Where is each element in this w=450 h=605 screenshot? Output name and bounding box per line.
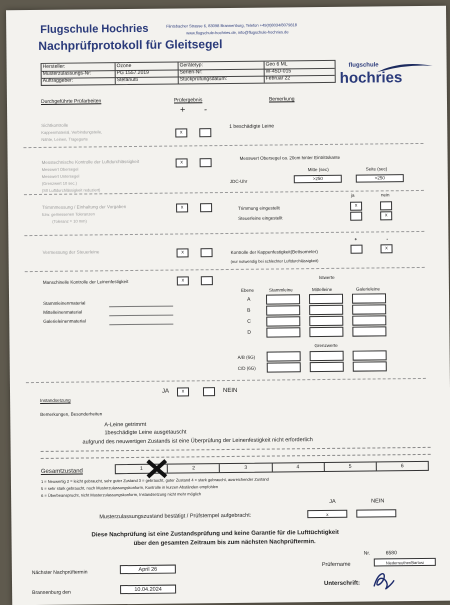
web-contact: www.flugschule-hochries.de, info@flugschule-hochries.de <box>186 29 289 36</box>
s5-limit-cell[interactable] <box>310 351 344 361</box>
s2-center-value[interactable]: >250 <box>294 175 342 184</box>
page-title: Nachprüfprotokoll für Gleitsegel <box>38 37 223 53</box>
signature-icon <box>368 568 398 592</box>
s5-col-stammleine: Stammleine <box>268 287 293 293</box>
condition-box-5[interactable]: 5 <box>324 462 376 471</box>
info-label-serien-nr: Serien-Nr: <box>179 69 203 76</box>
conformity-ja-box[interactable]: x <box>307 510 347 518</box>
s5-material-2: Mittelleinenmaterial <box>43 309 82 315</box>
remarks-line-3: aufgrund des neuwertigen Zustands ist eine Überprüfung der Leinenfestigkeit nicht erforderlich <box>82 437 313 446</box>
s3-title: Trimmmessung / Einhaltung der Vorgaben <box>42 204 127 210</box>
s1-minus-checkbox[interactable] <box>199 128 211 137</box>
info-label-auftraggeber: Auftraggeber: <box>42 77 74 84</box>
s2-measure-note: Messwert Obersegel ca. 20cm hinter Eintrittskante <box>239 154 341 161</box>
info-label-stueckpruefung: Stückprüfungsdatum: <box>179 75 228 83</box>
s5-material-line-3 <box>109 324 173 326</box>
condition-legend-1: 1 = Neuwertig 2 = leicht gebraucht, sehr guter Zustand 3 = gebraucht, guter Zustand 4 = stark gebraucht, ausreichender Zustand <box>40 476 269 484</box>
s5-material-line-2 <box>109 315 173 317</box>
s3-minus-checkbox[interactable] <box>200 203 212 212</box>
s2-side-value[interactable]: >250 <box>356 174 404 183</box>
disclaimer-line-1: Diese Nachprüfung ist eine Zustandsprüfung und keine Garantie für die Lufttüchtigkeit <box>91 529 339 539</box>
info-value-musterzulassung: PG 1557.2019 <box>116 69 149 77</box>
remarks-line <box>41 454 431 459</box>
info-value-geraetetyp: Geo 6 ML <box>265 61 288 68</box>
s5-cell[interactable] <box>352 304 386 314</box>
info-label-geraetetyp: Gerätetyp: <box>179 62 203 69</box>
section-divider <box>23 143 423 148</box>
s4-plus-checkbox-right[interactable] <box>350 245 362 254</box>
nr-value: 6580 <box>385 550 397 557</box>
s1-sub2: Nähte, Leinen, Tragegurte <box>41 136 88 142</box>
s5-row-c: C <box>247 318 251 325</box>
airworthy-nein-label: NEIN <box>222 387 238 395</box>
info-value-hersteller: Ozone <box>116 62 132 70</box>
remarks-line <box>41 447 431 452</box>
s5-limit-cell[interactable] <box>353 350 387 360</box>
s4-minus-checkbox-right[interactable]: x <box>380 244 392 253</box>
s2-plus-checkbox[interactable]: x <box>176 158 188 167</box>
s4-minus-checkbox[interactable] <box>201 248 213 257</box>
airworthy-nein-checkbox[interactable] <box>203 387 215 396</box>
s3-ja-label: ja <box>350 192 355 198</box>
s4-remark: Kontrolle der Kappenfestigkeit(Bettsometer) <box>230 249 318 255</box>
s5-cell[interactable] <box>309 327 343 337</box>
col-minus: - <box>204 104 208 115</box>
s5-istwerte-label: Istwerte <box>318 274 335 281</box>
s5-row-a: A <box>247 296 251 303</box>
s2-sub4: (S0 Luftdurchlässigkeit reduziert) <box>41 187 101 193</box>
s4-title: Vermessung der Steuerleine <box>42 249 100 255</box>
condition-box-3[interactable]: 3 <box>220 464 272 473</box>
remarks-title: Bemerkungen, Besonderheiten <box>40 411 103 417</box>
s3-trim-label: Trimmung eingestellt <box>238 205 280 211</box>
s4-note: (nur notwendig bei schlechter Luftdurchlässigkeit) <box>230 258 319 264</box>
s2-sub2: Messwert Untersegel <box>41 173 80 179</box>
s1-remark: 1 beschädigte Leine <box>229 123 275 130</box>
s3-sub1: bzw. gemessenen Toleranzen <box>42 211 95 217</box>
info-value-serien-nr: W-45D-015 <box>265 68 292 75</box>
s5-cell[interactable] <box>352 293 386 303</box>
s5-material-1: Stammleinenmaterial <box>43 300 86 306</box>
info-label-hersteller: Hersteller: <box>42 63 66 70</box>
section-divider <box>26 378 426 383</box>
section-divider <box>24 231 424 236</box>
s5-level-label: Ebene <box>240 287 254 293</box>
s5-row-b: B <box>247 307 251 314</box>
conformity-ja-label: JA <box>329 498 336 505</box>
s5-material-3: Galerieleinenmaterial <box>43 318 86 324</box>
col-header-work: Durchgeführte Prüfarbeiten <box>40 98 102 105</box>
s5-limit-cd: C/D (6G) <box>237 365 256 371</box>
s5-cell[interactable] <box>352 326 386 336</box>
s5-cell[interactable] <box>266 327 300 337</box>
s5-istwerte-grid <box>6 6 446 11</box>
s4-plus-label: + <box>354 236 358 242</box>
s2-device: JDC-Uhr <box>229 178 248 184</box>
condition-box-2[interactable]: 2 <box>168 464 220 473</box>
condition-label: Gesamtzustand <box>40 468 83 475</box>
s2-side-label: Seite (sec) <box>365 166 388 172</box>
s3-trim-ja-checkbox[interactable]: x <box>350 202 362 211</box>
s5-title: Manschinelle Kontrolle der Leinenfestigkeit <box>42 279 129 285</box>
address: Flintsbacher Strasse 6, 83098 Brannenburg, Telefon +49(0)8034/8079818 <box>166 22 298 29</box>
conformity-nein-label: NEIN <box>371 498 385 505</box>
s2-sub3: (Grenzwert 10 sec.) <box>41 180 77 186</box>
s3-steer-nein-checkbox[interactable]: x <box>380 211 392 220</box>
s4-minus-label: - <box>386 236 388 242</box>
s3-trim-nein-checkbox[interactable] <box>380 201 392 210</box>
conformity-label: Musterzulassungszustand bestätigt / Prüfstempel aufgebracht: <box>99 512 252 521</box>
remarks-line-1: A-Leine getrimmt <box>104 421 147 429</box>
s5-cell[interactable] <box>309 316 343 326</box>
s5-limit-cell[interactable] <box>267 351 301 361</box>
s5-limits-label: Grenzwerte <box>314 342 338 349</box>
cross-mark-icon <box>146 459 168 479</box>
s4-plus-checkbox[interactable]: x <box>177 248 189 257</box>
airworthy-ja-checkbox[interactable]: x <box>177 387 189 396</box>
school-name: Flugschule Hochries <box>40 22 149 36</box>
s3-nein-label: nein <box>380 192 390 198</box>
s1-plus-checkbox[interactable]: x <box>175 128 187 137</box>
s5-col-galerieleine: Galerieleine <box>355 286 380 292</box>
s5-cell[interactable] <box>352 315 386 325</box>
s5-cell[interactable] <box>266 294 300 304</box>
s5-limit-cell[interactable] <box>310 362 344 372</box>
info-label-musterzulassung: Musterzulassungs-Nr: <box>42 70 92 77</box>
s5-cell[interactable] <box>266 305 300 315</box>
date-value[interactable]: 10.04.2024 <box>120 585 176 595</box>
s5-cell[interactable] <box>309 294 343 304</box>
col-header-result: Prüfergebnis <box>173 97 203 104</box>
info-value-stueckpruefung: Februar 22 <box>265 75 291 82</box>
inspector-label: Prüfername <box>321 561 351 569</box>
s3-steer-ja-checkbox[interactable] <box>350 212 362 221</box>
protocol-sheet <box>6 6 450 605</box>
s5-col-mittelleine: Mittelleine <box>311 286 333 293</box>
inspector-value[interactable]: Niederreuther/Bartosi <box>374 558 436 567</box>
s1-title: Sichtkontrolle <box>41 122 69 128</box>
conformity-nein-box[interactable] <box>356 509 396 517</box>
s2-sub1: Messwert Obersegel <box>41 166 79 172</box>
info-value-auftraggeber: Stefanutti <box>116 76 138 84</box>
airworthy-label: Instandsetzung <box>40 397 71 403</box>
condition-box-4[interactable]: 4 <box>272 463 324 472</box>
s3-steer-label: Steuerleine eingestellt <box>238 215 283 221</box>
s5-row-d: D <box>247 329 252 336</box>
next-date-label: Nächster Nachprüftermin <box>31 569 88 577</box>
s5-cell[interactable] <box>266 316 300 326</box>
next-date-value[interactable]: April 26 <box>120 565 176 575</box>
nr-label: Nr. <box>363 550 371 557</box>
condition-box-6[interactable]: 6 <box>400 463 404 470</box>
section-divider <box>25 267 425 272</box>
remarks-line-2: 1beschädigte Leine ausgetauscht <box>104 429 187 437</box>
s2-title: Messtechnische Kontrolle der Luftdurchlässigkeit <box>41 158 140 165</box>
condition-legend-3: 6 = Überbeansprucht, nicht Musterzulassungskonform, Instandsetzung nicht mehr möglich <box>41 491 202 498</box>
condition-legend-2: 5 = sehr stark gebraucht, noch Musterzulassungskonform, Kontrolle in kurzen Abständen empfohlen <box>40 484 219 491</box>
signature-label: Unterschrift: <box>324 580 361 588</box>
condition-scale <box>115 461 429 474</box>
s2-center-label: Mitte (sec) <box>307 166 329 173</box>
disclaimer-line-2: über den gesamten Zeitraum bis zum nächsten Nachprüftermin. <box>133 539 316 547</box>
s5-cell[interactable] <box>309 305 343 315</box>
s5-minus-checkbox[interactable] <box>201 276 213 285</box>
place-date-label: Brannenburg den <box>32 589 71 597</box>
s3-plus-checkbox[interactable]: x <box>176 203 188 212</box>
condition-box-1[interactable]: 1 <box>116 465 168 474</box>
s2-minus-checkbox[interactable] <box>200 158 212 167</box>
s5-limit-ab: A/B (6G) <box>237 354 256 360</box>
col-header-remark: Bemerkung <box>268 96 295 103</box>
s5-material-line-1 <box>109 306 173 308</box>
s1-sub1: Kappenmaterial, Verbindungsteile, <box>41 129 103 135</box>
logo-big-text: hochries <box>339 69 403 87</box>
col-plus: + <box>180 104 186 115</box>
s5-limit-cell[interactable] <box>353 361 387 371</box>
airworthy-ja-label: JA <box>161 388 170 395</box>
s5-plus-checkbox[interactable]: x <box>177 276 189 285</box>
s5-limit-cell[interactable] <box>267 362 301 372</box>
s3-sub2: (Toleranz = 10 mm) <box>52 218 87 224</box>
logo-small-text: flugschule <box>348 62 379 69</box>
